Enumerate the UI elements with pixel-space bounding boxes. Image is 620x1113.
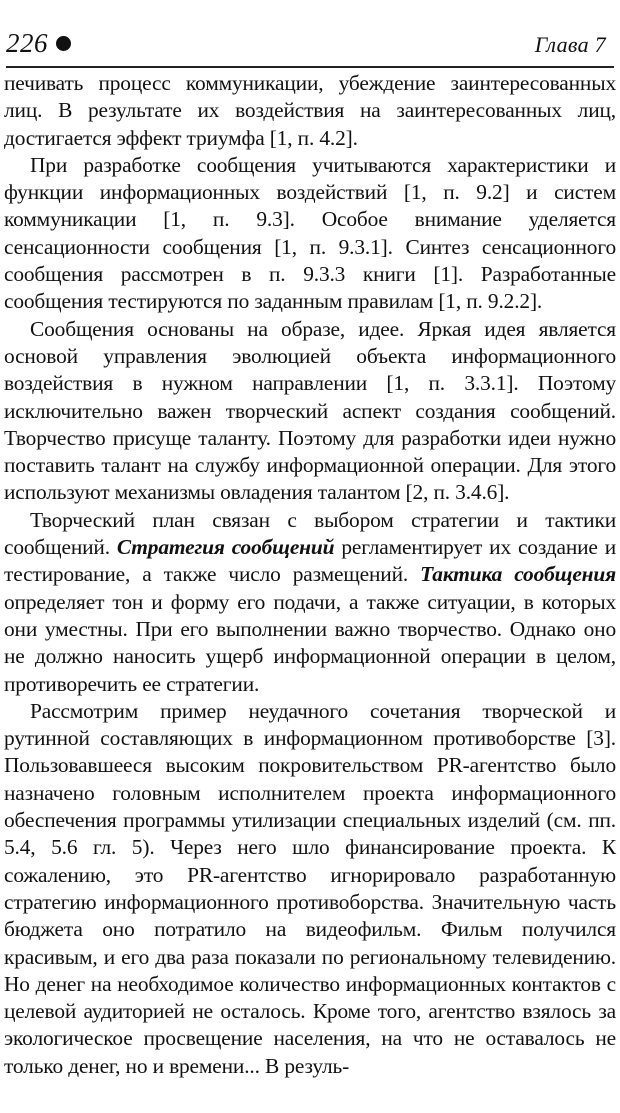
emphasized-term: Тактика сообщения	[420, 562, 616, 587]
paragraph	[4, 507, 616, 698]
bullet-icon	[56, 36, 71, 51]
text-run: При разработке сообщения учитываются характеристики и функции информационных воздействий [1, п. 9.2] и систем коммуникации [1, п. 9.3]. Особое внимание уделяется сенсационности сообщения [1, п. 9.3.1]. Синтез сенсационного сообщения рассмотрен в п. 9.3.3 книги [1]. Разработанные сообщения тестируются по заданным правилам [1, п. 9.2.2].	[4, 152, 616, 314]
page-header	[6, 22, 606, 62]
text-run: регламентирует их создание и тестирование, а также число размещений.	[4, 535, 616, 587]
text-run: Творческий план связан с выбором стратегии и тактики сообщений.	[4, 507, 616, 560]
page-number: 226	[6, 28, 71, 59]
paragraph	[4, 152, 616, 316]
paragraph	[4, 316, 616, 507]
emphasized-term: Стратегия сообщений	[116, 535, 335, 560]
text-run: Рассмотрим пример неудачного сочетания творческой и рутинной составляющих в информационном противоборстве [3]. Пользовавшееся высоким покровительством PR-агентство было назначено головным исполнителем проекта информационного обеспечения программы утилизации специальных изделий (см. пп. 5.4, 5.6 гл. 5). Через него шло финансирование проекта. К сожалению, это PR-агентство игнорировало разработанную стратегию информационного противоборства. Значительную часть бюджета оно потратило на видеофильм. Фильм получился красивым, и его два раза показали по региональному телевидению. Но денег на необходимое количество информационных контактов с целевой аудиторией не осталось. Кроме того, агентство взялось за экологическое просвещение населения, на что не оставалось не только денег, но и времени... В резуль-	[4, 698, 616, 1078]
header-rule	[6, 66, 614, 68]
body-text	[4, 70, 616, 1080]
text-run: печивать процесс коммуникации, убеждение заинтересованных лиц. В результате их воздействия на заинтересованных лиц, достигается эффект триумфа [1, п. 4.2].	[4, 71, 616, 150]
chapter-title: Глава 7	[534, 32, 606, 57]
text-run: определяет тон и форму его подачи, а также ситуации, в которых они уместны. При его выполнении важно творчество. Однако оно не должно наносить ущерб информационной операции в целом, противоречить ее стратегии.	[4, 589, 616, 696]
paragraph	[4, 698, 616, 1080]
paragraph	[4, 70, 616, 152]
text-run: Сообщения основаны на образе, идее. Яркая идея является основой управления эволюцией объекта информационного воздействия в нужном направлении [1, п. 3.3.1]. Поэтому исключительно важен творческий аспект создания сообщений. Творчество присуще таланту. Поэтому для разработки идеи нужно поставить талант на службу информационной операции. Для этого используют механизмы овладения талантом [2, п. 3.4.6].	[4, 316, 616, 505]
